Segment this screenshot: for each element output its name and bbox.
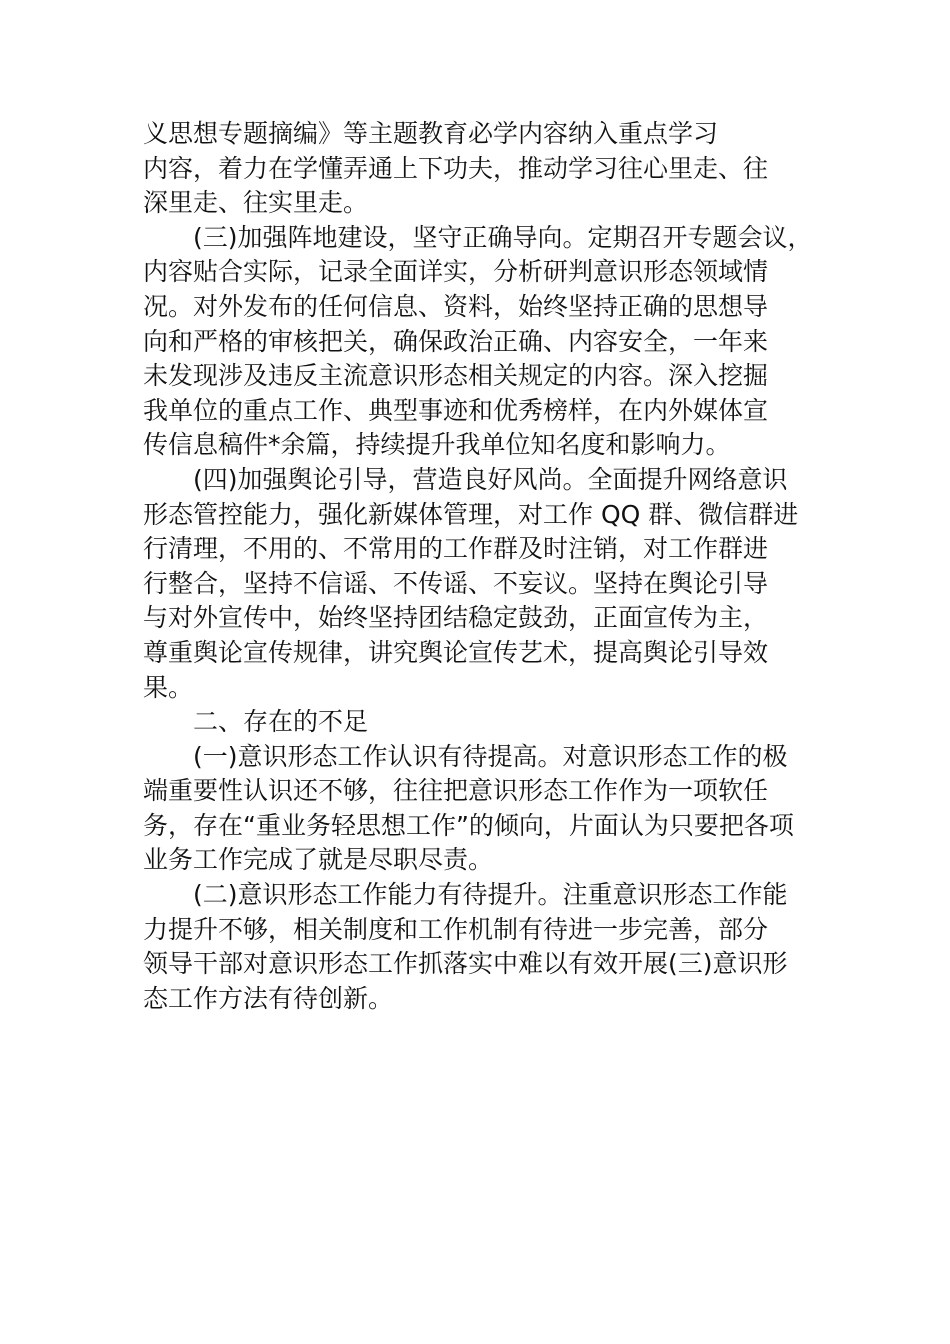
- paragraph-4: [143, 740, 808, 878]
- document-body: [143, 117, 813, 1016]
- text-line: (一)意识形态工作认识有待提高。对意识形态工作的极: [193, 741, 788, 771]
- text-line: 业务工作完成了就是尽职尽责。: [143, 845, 494, 875]
- text-line: 况。对外发布的任何信息、资料，始终坚持正确的思想导: [143, 291, 769, 321]
- paragraph-3: [143, 463, 808, 705]
- text-line: 深里走、往实里走。: [143, 188, 369, 218]
- text-line: 形态管控能力，强化新媒体管理，对工作 QQ 群、微信群进: [143, 499, 799, 529]
- section-heading: [143, 705, 808, 740]
- text-line: 我单位的重点工作、典型事迹和优秀榜样，在内外媒体宣: [143, 395, 769, 425]
- text-line: 向和严格的审核把关，确保政治正确、内容安全，一年来: [143, 326, 769, 356]
- text-line: 与对外宣传中，始终坚持团结稳定鼓劲，正面宣传为主，: [143, 603, 769, 633]
- text-line: 力提升不够，相关制度和工作机制有待进一步完善，部分: [143, 914, 769, 944]
- text-line: (四)加强舆论引导，营造良好风尚。全面提升网络意识: [193, 464, 788, 494]
- paragraph-1: [143, 117, 808, 221]
- text-line: 未发现涉及违反主流意识形态相关规定的内容。深入挖掘: [143, 361, 769, 391]
- heading-line: 二、存在的不足: [193, 707, 369, 737]
- text-line: 端重要性认识还不够，往往把意识形态工作作为一项软任: [143, 776, 769, 806]
- text-line: 行清理，不用的、不常用的工作群及时注销，对工作群进: [143, 534, 769, 564]
- text-line: 内容贴合实际，记录全面详实，分析研判意识形态领域情: [143, 257, 769, 287]
- text-line: 领导干部对意识形态工作抓落实中难以有效开展(三)意识形: [143, 949, 788, 979]
- text-line: 传信息稿件*余篇，持续提升我单位知名度和影响力。: [143, 430, 731, 460]
- paragraph-2: [143, 221, 813, 463]
- text-line: 务，存在“重业务轻思想工作”的倾向，片面认为只要把各项: [143, 810, 794, 840]
- text-line: 态工作方法有待创新。: [143, 983, 394, 1013]
- text-line: 行整合，坚持不信谣、不传谣、不妄议。坚持在舆论引导: [143, 568, 769, 598]
- text-line: 尊重舆论宣传规律，讲究舆论宣传艺术，提高舆论引导效: [143, 637, 769, 667]
- paragraph-5: [143, 878, 808, 1016]
- text-line: 义思想专题摘编》等主题教育必学内容纳入重点学习: [143, 119, 719, 148]
- text-line: (三)加强阵地建设，坚守正确导向。定期召开专题会议，: [193, 222, 813, 252]
- text-line: 果。: [143, 672, 194, 702]
- text-line: (二)意识形态工作能力有待提升。注重意识形态工作能: [193, 880, 788, 910]
- text-line: 内容，着力在学懂弄通上下功夫，推动学习往心里走、往: [143, 153, 769, 183]
